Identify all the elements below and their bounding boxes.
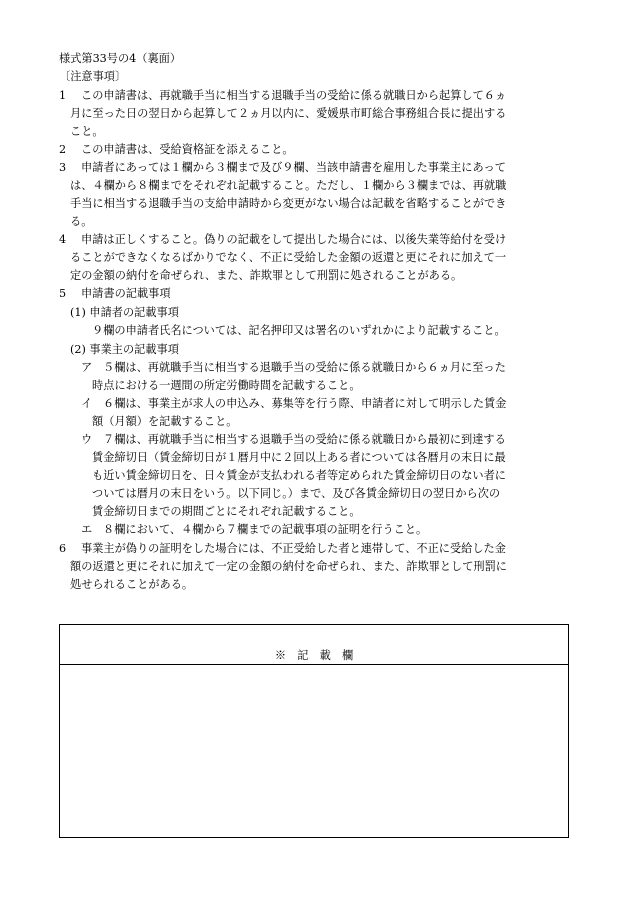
- item-number: 2: [59, 143, 67, 156]
- item-6-line: 額の返還と更にそれに加えて一定の金額の納付を命ぜられ、また、詐欺罪として刑罰に: [70, 560, 507, 573]
- record-box-body: [60, 665, 568, 836]
- item-3-line: 手当に相当する退職手当の支給申請時から変更がない場合は記載を省略することができ: [70, 197, 507, 210]
- item-1-line: こと。: [70, 125, 104, 138]
- item-number: 3: [59, 161, 67, 174]
- form-id: 様式第33号の4（裏面）: [59, 52, 182, 65]
- sub-1-label: (1) 申請者の記載事項: [70, 306, 179, 319]
- entry-a-line: ５欄は、再就職手当に相当する退職手当の受給に係る就職日から６ヵ月に至った: [103, 361, 506, 374]
- entry-kana: ウ: [81, 433, 93, 446]
- entry-e-line: ８欄において、４欄から７欄までの記載事項の証明を行うこと。: [103, 523, 428, 536]
- item-1-line: この申請書は、再就職手当に相当する退職手当の受給に係る就職日から起算して６ヵ: [81, 89, 507, 102]
- item-number: 4: [59, 233, 67, 246]
- item-6-line: 事業主が偽りの証明をした場合には、不正受給した者と連帯して、不正に受給した金: [81, 542, 506, 555]
- item-6-line: 処せられることがある。: [70, 578, 194, 591]
- record-box: [59, 624, 569, 838]
- entry-u-line: 賃金締切日（賃金締切日が１暦月中に２回以上ある者については各暦月の末日に最: [92, 451, 506, 464]
- notes-heading: 〔注意事項〕: [59, 70, 127, 83]
- entry-u-line: も近い賃金締切日を、日々賃金が支払われる者等定められた賃金締切日のない者に: [92, 469, 506, 482]
- item-5-line: 申請書の記載事項: [81, 287, 171, 300]
- entry-kana: ア: [81, 361, 93, 374]
- item-number: 6: [59, 542, 67, 555]
- item-4-line: 定の金額の納付を命ぜられ、また、詐欺罪として刑罰に処されることがある。: [70, 269, 463, 282]
- item-4-line: ることができなくなるばかりでなく、不正に受給した金額の返還と更にそれに加えて一: [70, 251, 507, 264]
- item-3-line: る。: [70, 215, 93, 228]
- record-box-header: [60, 625, 568, 665]
- entry-i-line: ６欄は、事業主が求人の申込み、募集等を行う際、申請者に対して明示した賃金: [103, 397, 507, 410]
- record-box-title: ※ 記 載 欄: [274, 649, 354, 662]
- sub-1-line: ９欄の申請者氏名については、記名押印又は署名のいずれかにより記載すること。: [92, 324, 506, 337]
- item-number: 1: [59, 89, 67, 102]
- item-3-line: は、４欄から８欄までをそれぞれ記載すること。ただし、１欄から３欄までは、再就職: [70, 179, 507, 192]
- item-2-line: この申請書は、受給資格証を添えること。: [81, 143, 294, 156]
- item-1-line: 月に至った日の翌日から起算して２ヵ月以内に、愛媛県市町総合事務組合長に提出する: [70, 107, 507, 120]
- item-4-line: 申請は正しくすること。偽りの記載をして提出した場合には、以後失業等給付を受け: [81, 233, 507, 246]
- sub-2-label: (2) 事業主の記載事項: [70, 343, 179, 356]
- entry-a-line: 時点における一週間の所定労働時間を記載すること。: [92, 379, 361, 392]
- entry-u-line: 賃金締切日までの期間ごとにそれぞれ記載すること。: [92, 505, 361, 518]
- item-number: 5: [59, 287, 67, 300]
- entry-kana: イ: [81, 397, 93, 410]
- entry-u-line: ７欄は、再就職手当に相当する退職手当の受給に係る就職日から最初に到達する: [103, 433, 506, 446]
- entry-kana: エ: [81, 523, 93, 536]
- item-3-line: 申請者にあっては１欄から３欄まで及び９欄、当該申請書を雇用した事業主にあって: [81, 161, 506, 174]
- entry-u-line: ついては暦月の末日をいう。以下同じ。）まで、及び各賃金締切日の翌日から次の: [92, 487, 501, 500]
- entry-i-line: 額（月額）を記載すること。: [92, 415, 238, 428]
